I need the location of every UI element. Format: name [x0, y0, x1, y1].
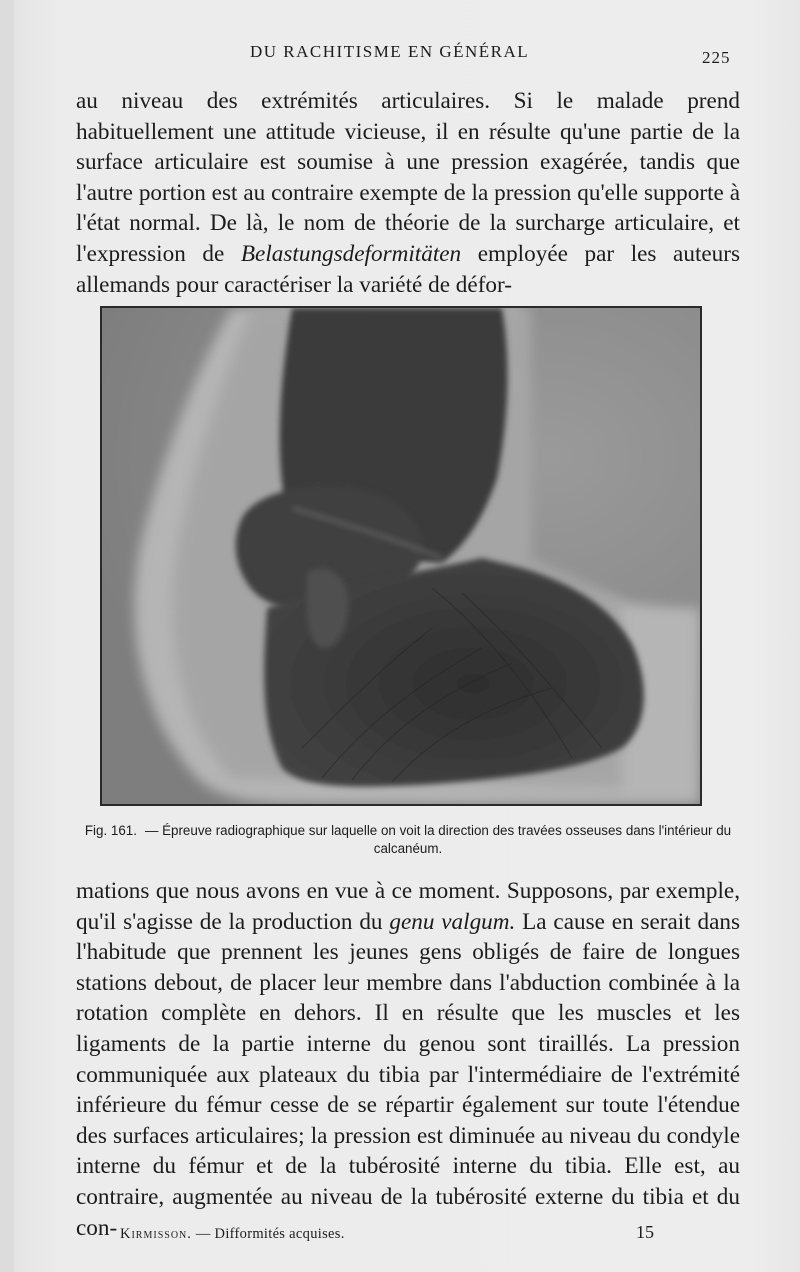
figure-caption: [76, 822, 740, 858]
page-number: 225: [702, 48, 731, 67]
figure-label: Fig. 161.: [84, 823, 137, 838]
radiograph-image: [102, 308, 700, 804]
figure-caption-text: — Épreuve radiographique sur laquelle on voit la direction des travées osseuses dans l'intérieur du calcanéum.: [144, 823, 732, 856]
paragraph-2: [76, 876, 740, 1243]
paragraph-2-start: mations que nous avons en vue à ce moment. Supposons, par exemple, qu'il s'agisse de la production du: [76, 878, 740, 935]
running-head-title: DU RACHITISME EN GÉNÉRAL: [250, 42, 530, 61]
paragraph-1-italic-term: Belastungsdeformitäten: [240, 240, 462, 267]
paragraph-2-rest: La cause en serait dans l'habitude que prennent les jeunes gens obligés de faire de longues stations debout, de placer leur membre dans l'abduction combinée à la rotation complète en dehors. Il en résulte que les muscles et les ligaments de la partie interne du genou sont tiraillés. La pression communiquée aux plateaux du tibia par l'intermédiaire de l'extrémité inférieure du fémur cesse de se répartir également sur toute l'étendue des surfaces articulaires; la pression est diminuée au niveau du condyle interne du fémur et de la tubérosité interne du tibia. Elle est, au contraire, augmentée au niveau de la tubérosité externe du tibia et du con-: [76, 908, 740, 1241]
page-footer: [14, 1220, 800, 1250]
signature-mark: 15: [636, 1222, 654, 1242]
running-head: [14, 38, 800, 74]
footer-title: — Difformités acquises.: [195, 1226, 345, 1242]
book-page: [14, 0, 800, 1272]
radiograph-figure: [100, 306, 702, 806]
paragraph-2-italic-term: genu valgum.: [389, 908, 516, 935]
footer-text: [120, 1226, 345, 1243]
footer-author: Kirmisson.: [120, 1226, 192, 1242]
paragraph-1: [76, 86, 740, 300]
paragraph-1-text: au niveau des extrémités articulaires. Si le malade prend habituellement une attitude vicieuse, il en résulte qu'une partie de la surface articulaire est soumise à une pression exagérée, tandis que l'autre portion est au contraire exempte de la pression qu'elle supporte à l'état normal. De là, le nom de théorie de la surcharge articulaire, et l'expression de: [76, 88, 740, 267]
paragraph-1-end: employée par les auteurs allemands pour caractériser la variété de défor-: [76, 240, 741, 298]
